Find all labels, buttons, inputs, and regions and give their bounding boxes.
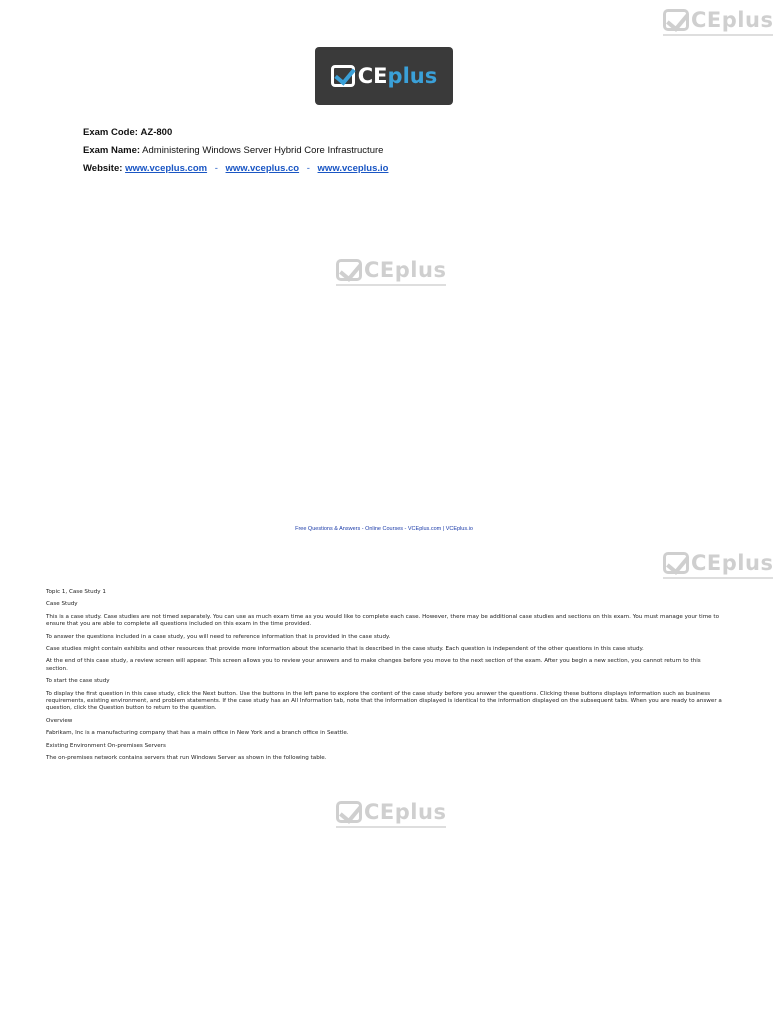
exam-name-value: Administering Windows Server Hybrid Core Infrastructure	[142, 145, 384, 156]
paragraph: At the end of this case study, a review screen will appear. This screen allows you to review your answers and to make changes before you move to the next section of the exam. After you begin a new section, you cannot return to this section.	[46, 658, 701, 672]
vceplus-logo	[315, 47, 453, 105]
exam-code-value: AZ-800	[140, 127, 173, 138]
watermark-logo-center	[336, 258, 446, 282]
check-icon	[663, 9, 689, 31]
paragraph: The on-premises network contains servers that run Windows Server as shown in the following table.	[46, 755, 327, 762]
watermark-wordmark: CEplus	[364, 800, 447, 824]
watermark-logo-bottom	[336, 800, 446, 824]
website-link-co[interactable]: www.vceplus.co	[225, 163, 300, 174]
paragraph: This is a case study. Case studies are not timed separately. You can use as much exam time as you would like to complete each case. However, there may be additional case studies and sections on this exam. You must manage your time to ensure that you are able to complete all questions included on this exam in the time provided.	[46, 613, 720, 628]
topic-title: Topic 1, Case Study 1	[46, 589, 106, 595]
watermark-wordmark: CEplus	[691, 8, 773, 32]
link-separator: -	[214, 163, 218, 174]
check-icon	[336, 259, 362, 281]
overview-heading: Overview	[46, 717, 73, 724]
logo-wordmark: CEplus	[357, 64, 438, 88]
check-icon	[331, 65, 355, 87]
paragraph: To display the first question in this case study, click the Next button. Use the buttons in the left pane to explore the content of the case study before you answer the questions. Clicking these buttons displays information such as business requirements, existing environment, and problem statements. If the case study has an All Information tab, note that the information displayed is identical to the information displayed on the subsequent tabs. When you are ready to answer a question, click the Question button to return to the question.	[46, 690, 722, 712]
watermark-logo-right	[663, 551, 773, 575]
watermark-wordmark: CEplus	[364, 258, 447, 282]
section-heading: Existing Environment On-premises Servers	[46, 742, 166, 749]
exam-name-line	[83, 142, 388, 160]
watermark-wordmark: CEplus	[691, 551, 773, 575]
check-icon	[663, 552, 689, 574]
watermark-logo-top-right	[663, 8, 773, 32]
website-line	[83, 160, 388, 178]
exam-code-line	[83, 124, 388, 142]
exam-info	[83, 124, 388, 178]
check-icon	[336, 801, 362, 823]
paragraph: Case studies might contain exhibits and other resources that provide more information about the scenario that is described in the case study. Each question is independent of the other questions in this case study.	[46, 646, 644, 653]
exam-name-label: Exam Name:	[83, 145, 141, 156]
website-label: Website:	[83, 163, 123, 174]
paragraph: To start the case study	[46, 678, 110, 685]
website-link-com[interactable]: www.vceplus.com	[125, 163, 208, 174]
paragraph: Fabrikam, Inc is a manufacturing company that has a main office in New York and a branch office in Seattle.	[46, 730, 349, 737]
footer-link[interactable]: Free Questions & Answers - Online Courses - VCEplus.com | VCEplus.io	[295, 526, 473, 532]
link-separator: -	[306, 163, 310, 174]
case-study-heading: Case Study	[46, 601, 78, 608]
exam-code-label: Exam Code:	[83, 127, 138, 138]
case-study-content	[46, 589, 722, 768]
website-link-io[interactable]: www.vceplus.io	[317, 163, 389, 174]
paragraph: To answer the questions included in a case study, you will need to reference information that is provided in the case study.	[46, 633, 391, 640]
